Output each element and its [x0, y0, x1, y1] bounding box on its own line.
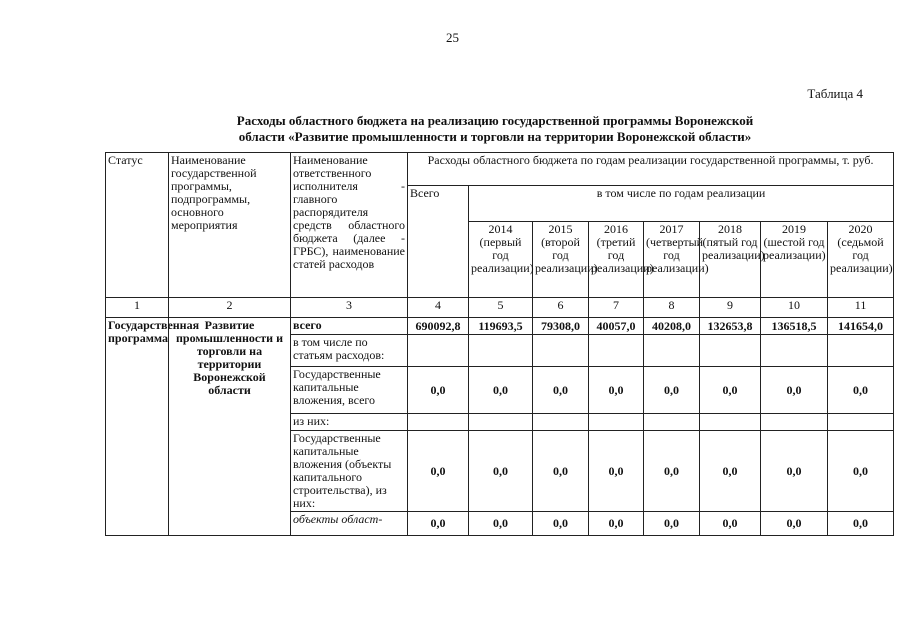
header-year-2019: 2019 (шестой год реализации)	[761, 222, 828, 298]
header-by-year: в том числе по годам реализации	[469, 186, 894, 222]
value-cell: 0,0	[408, 431, 469, 512]
value-cell: 141654,0	[828, 318, 894, 335]
row-label: Государственные капитальные вложения (объекты капитального строительства), из них:	[291, 431, 408, 512]
value-cell: 0,0	[761, 512, 828, 536]
row-label: в том числе по статьям расходов:	[291, 335, 408, 367]
value-cell	[408, 414, 469, 431]
value-cell: 0,0	[533, 512, 589, 536]
value-cell	[408, 335, 469, 367]
column-number: 8	[644, 298, 700, 318]
value-cell: 0,0	[469, 512, 533, 536]
header-year-2016: 2016 (третий год реализации)	[589, 222, 644, 298]
table-row	[106, 318, 894, 335]
value-cell: 0,0	[644, 431, 700, 512]
value-cell	[589, 335, 644, 367]
value-cell	[533, 335, 589, 367]
row-label: всего	[291, 318, 408, 335]
value-cell: 0,0	[469, 367, 533, 414]
header-program-name: Наименование государственной программы, подпрограммы, основного мероприятия	[169, 153, 291, 298]
value-cell: 79308,0	[533, 318, 589, 335]
value-cell	[469, 414, 533, 431]
value-cell	[700, 335, 761, 367]
row-label: Государственные капитальные вложения, всего	[291, 367, 408, 414]
program-cell: Развитие промышленности и торговли на территории Воронежской области	[169, 318, 291, 536]
column-number: 9	[700, 298, 761, 318]
header-year-2014: 2014 (первый год реализации)	[469, 222, 533, 298]
row-label: из них:	[291, 414, 408, 431]
column-number: 2	[169, 298, 291, 318]
value-cell: 0,0	[589, 367, 644, 414]
value-cell: 0,0	[828, 431, 894, 512]
column-number: 1	[106, 298, 169, 318]
column-number: 6	[533, 298, 589, 318]
value-cell	[469, 335, 533, 367]
value-cell: 0,0	[644, 512, 700, 536]
status-cell: Государственная программа	[106, 318, 169, 536]
value-cell	[700, 414, 761, 431]
title-line-1: Расходы областного бюджета на реализацию государственной программы Воронежской	[236, 113, 754, 128]
value-cell: 0,0	[408, 512, 469, 536]
value-cell: 40208,0	[644, 318, 700, 335]
column-number: 10	[761, 298, 828, 318]
title-line-2: области «Развитие промышленности и торговли на территории Воронежской области»	[238, 129, 752, 144]
value-cell: 132653,8	[700, 318, 761, 335]
value-cell: 0,0	[761, 431, 828, 512]
value-cell: 136518,5	[761, 318, 828, 335]
value-cell	[828, 335, 894, 367]
value-cell	[644, 414, 700, 431]
budget-table	[105, 152, 894, 536]
column-number: 7	[589, 298, 644, 318]
table-title	[150, 113, 840, 145]
column-number: 11	[828, 298, 894, 318]
column-number: 3	[291, 298, 408, 318]
column-number: 5	[469, 298, 533, 318]
value-cell: 0,0	[828, 512, 894, 536]
value-cell: 0,0	[533, 431, 589, 512]
header-executor: Наименование ответственного исполнителя - главного распорядителя средств областного бюджета (далее - ГРБС), наименование статей расходов	[291, 153, 408, 298]
value-cell: 0,0	[828, 367, 894, 414]
value-cell: 0,0	[700, 512, 761, 536]
value-cell	[761, 414, 828, 431]
header-expenses: Расходы областного бюджета по годам реализации государственной программы, т. руб.	[408, 153, 894, 186]
value-cell: 0,0	[700, 367, 761, 414]
value-cell: 0,0	[469, 431, 533, 512]
header-year-2017: 2017 (четвертый год реализации)	[644, 222, 700, 298]
value-cell: 0,0	[700, 431, 761, 512]
value-cell: 0,0	[589, 512, 644, 536]
header-year-2018: 2018 (пятый год реализации)	[700, 222, 761, 298]
value-cell: 40057,0	[589, 318, 644, 335]
row-label: объекты област-	[291, 512, 408, 536]
value-cell	[644, 335, 700, 367]
table-label: Таблица 4	[807, 86, 863, 101]
header-status: Статус	[106, 153, 169, 298]
value-cell: 0,0	[589, 431, 644, 512]
page-number: 25	[446, 30, 459, 45]
value-cell: 119693,5	[469, 318, 533, 335]
header-year-2020: 2020 (седьмой год реализации)	[828, 222, 894, 298]
column-number: 4	[408, 298, 469, 318]
value-cell: 0,0	[644, 367, 700, 414]
value-cell: 0,0	[408, 367, 469, 414]
value-cell: 690092,8	[408, 318, 469, 335]
value-cell	[589, 414, 644, 431]
value-cell	[828, 414, 894, 431]
value-cell	[761, 335, 828, 367]
header-total: Всего	[408, 186, 469, 298]
column-number-row	[106, 298, 894, 318]
header-year-2015: 2015 (второй год реализации)	[533, 222, 589, 298]
value-cell: 0,0	[533, 367, 589, 414]
value-cell: 0,0	[761, 367, 828, 414]
value-cell	[533, 414, 589, 431]
